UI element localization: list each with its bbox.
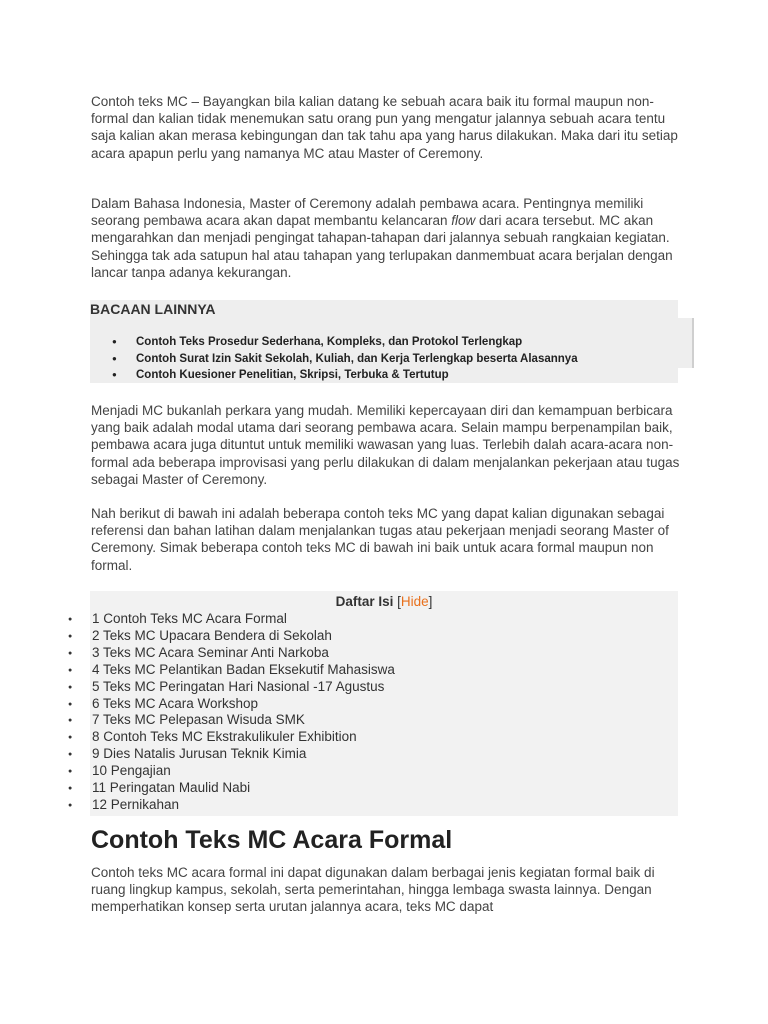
formal-mc-paragraph: Contoh teks MC acara formal ini dapat digunakan dalam berbagai jenis kegiatan formal baik di ruang lingkup kampus, sekolah, serta pemerintahan, hingga lembaga swasta lainnya. Dengan memperhatikan konsep serta urutan jalannya acara, teks MC dapat [91,865,655,915]
toc-item[interactable]: ● 5 Teks MC Peringatan Hari Nasional -17 Agustus [68,679,395,696]
related-reading-list [112,334,578,384]
toc-item[interactable]: ● 6 Teks MC Acara Workshop [68,696,395,713]
definition-emphasis: flow [451,213,476,229]
definition-paragraph [91,195,681,281]
definition-text-end: dari acara tersebut. MC akan mengarahkan dan menjadi pengingat tahapan-tahapan dari jalannya sebuah rangkaian kegiatan. Sehingga tak ada satupun hal atau tahapan yang terlupakan danmembuat acara berjalan dengan lancar tanpa adanya kekurangan. [91,213,673,280]
toc-item[interactable]: ● 12 Pernikahan [68,797,395,814]
toc-header [90,594,678,609]
intro-paragraph: Contoh teks MC – Bayangkan bila kalian datang ke sebuah acara baik itu formal maupun non-formal dan kalian tidak menemukan satu orang pun yang mengatur jalannya sebuah acara tentu saja kalian akan merasa kebingungan dan tak tahu apa yang harus dilakukan. Maka dari itu setiap acara apapun perlu yang namanya MC atau Master of Ceremony. [91,94,678,161]
toc-item[interactable]: ● 9 Dies Natalis Jurusan Teknik Kimia [68,746,395,763]
toc-item[interactable]: ● 4 Teks MC Pelantikan Badan Eksekutif Mahasiswa [68,662,395,679]
toc-item[interactable]: ● 7 Teks MC Pelepasan Wisuda SMK [68,712,395,729]
table-of-contents [90,591,678,816]
toc-bracket-open: [ [393,594,401,609]
skills-paragraph: Menjadi MC bukanlah perkara yang mudah. Memiliki kepercayaan diri dan kemampuan berbicara yang baik adalah modal utama dari seorang pembawa acara. Selain mampu berpenampilan baik, pembawa acara juga dituntut untuk memiliki wawasan yang luas. Terlebih dalah acara-acara non-formal ada beberapa improvisasi yang perlu dilakukan di dalam menjalankan pekerjaan atau tugas sebagai Master of Ceremony. [91,403,680,487]
related-reading-link[interactable]: ● Contoh Teks Prosedur Sederhana, Kompleks, dan Protokol Terlengkap [112,334,578,351]
toc-item[interactable]: ● 8 Contoh Teks MC Ekstrakulikuler Exhibition [68,729,395,746]
toc-list [68,611,395,814]
examples-intro-paragraph: Nah berikut di bawah ini adalah beberapa contoh teks MC yang dapat kalian digunakan sebagai referensi dan bahan latihan dalam menjalankan tugas atau pekerjaan menjadi seorang Master of Ceremony. Simak beberapa contoh teks MC di bawah ini baik untuk acara formal maupun non formal. [91,506,669,573]
related-reading-link[interactable]: ● Contoh Kuesioner Penelitian, Skripsi, Terbuka & Tertutup [112,367,578,384]
toc-item[interactable]: ● 3 Teks MC Acara Seminar Anti Narkoba [68,645,395,662]
related-reading-title: BACAAN LAINNYA [90,301,216,317]
toc-hide-link[interactable]: Hide [400,594,429,609]
section-heading: Contoh Teks MC Acara Formal [91,826,453,854]
definition-text-start: Dalam Bahasa Indonesia, Master of Ceremony adalah pembawa acara. Pentingnya memiliki seorang pembawa acara akan dapat membantu kelancaran [91,196,644,229]
related-reading-box [90,300,678,383]
toc-item[interactable]: ● 11 Peringatan Maulid Nabi [68,780,395,797]
related-reading-link[interactable]: ● Contoh Surat Izin Sakit Sekolah, Kuliah, dan Kerja Terlengkap beserta Alasannya [112,351,578,368]
toc-item[interactable]: ● 1 Contoh Teks MC Acara Formal [68,611,395,628]
toc-bracket-close: ] [428,594,433,609]
toc-item[interactable]: ● 2 Teks MC Upacara Bendera di Sekolah [68,628,395,645]
toc-title: Daftar Isi [335,594,394,609]
toc-item[interactable]: ● 10 Pengajian [68,763,395,780]
